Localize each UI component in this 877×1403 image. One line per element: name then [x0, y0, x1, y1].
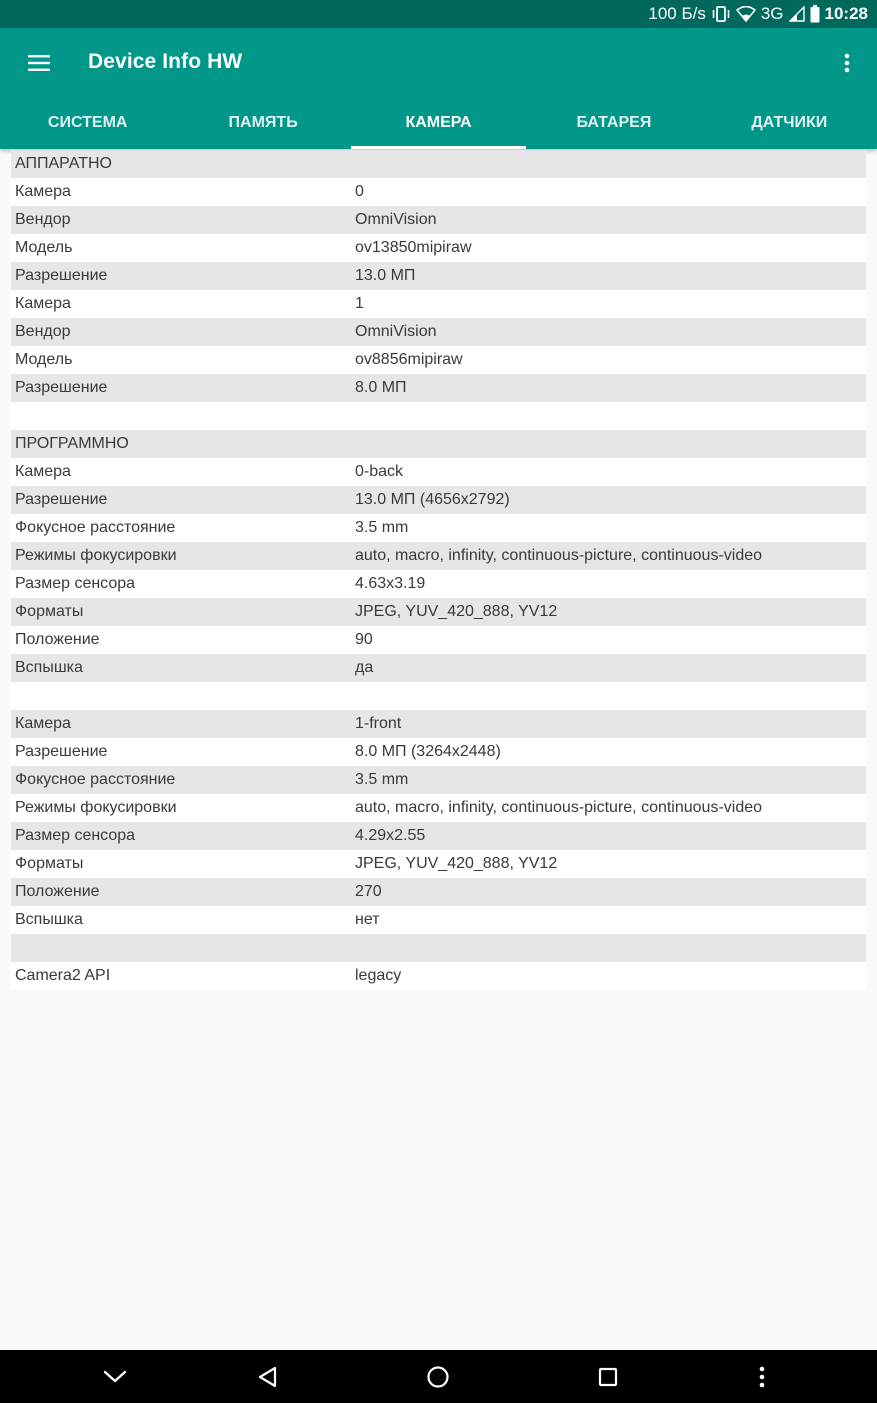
row-value: 4.63x3.19 — [355, 575, 426, 592]
row-label: Разрешение — [15, 491, 108, 508]
chevron-down-icon[interactable] — [95, 1350, 135, 1403]
table-row — [11, 458, 866, 486]
table-row — [11, 906, 866, 934]
wifi-icon — [736, 6, 756, 22]
tab-system[interactable]: СИСТЕМА — [47, 114, 128, 131]
table-row — [11, 262, 866, 290]
row-value: 0 — [355, 183, 364, 200]
row-value: JPEG, YUV_420_888, YV12 — [355, 603, 558, 620]
row-value: legacy — [355, 967, 402, 984]
app-title: Device Info HW — [88, 50, 243, 73]
vibrate-icon — [711, 6, 731, 22]
table-row — [11, 514, 866, 542]
app-bar — [0, 28, 877, 149]
spacer-row — [11, 934, 866, 962]
section-header-software — [11, 430, 866, 458]
more-vert-icon[interactable] — [837, 46, 857, 80]
hamburger-menu-icon[interactable] — [19, 46, 59, 80]
row-value: ov8856mipiraw — [355, 351, 463, 368]
row-value: 90 — [355, 631, 373, 648]
network-type: 3G — [760, 4, 784, 23]
network-speed: 100 Б/s — [648, 4, 706, 23]
row-value: OmniVision — [355, 323, 437, 340]
row-label: Режимы фокусировки — [15, 547, 177, 564]
more-vert-icon[interactable] — [750, 1350, 774, 1403]
row-label: ПРОГРАММНО — [15, 435, 129, 452]
tab-battery[interactable]: БАТАРЕЯ — [576, 114, 652, 131]
status-icons — [648, 0, 868, 28]
row-label: Фокусное расстояние — [15, 519, 176, 536]
row-value: 3.5 mm — [355, 519, 409, 536]
table-row — [11, 738, 866, 766]
row-label: Камера — [15, 715, 71, 732]
table-row — [11, 962, 866, 990]
row-value: 8.0 МП (3264x2448) — [355, 743, 501, 760]
table-row — [11, 346, 866, 374]
row-label: Разрешение — [15, 379, 108, 396]
back-icon[interactable] — [248, 1350, 288, 1403]
row-label: Вспышка — [15, 659, 83, 676]
row-label: Размер сенсора — [15, 575, 136, 592]
row-label: Камера — [15, 463, 71, 480]
table-row — [11, 206, 866, 234]
table-row — [11, 318, 866, 346]
table-row — [11, 710, 866, 738]
table-row — [11, 626, 866, 654]
table-row — [11, 850, 866, 878]
row-value: ov13850mipiraw — [355, 239, 472, 256]
row-label: Разрешение — [15, 267, 108, 284]
row-value: нет — [355, 911, 380, 928]
table-row — [11, 766, 866, 794]
camera-info-list — [11, 150, 866, 990]
table-row — [11, 794, 866, 822]
navigation-bar — [0, 1350, 877, 1403]
table-row — [11, 234, 866, 262]
row-value: 13.0 МП — [355, 267, 416, 284]
row-value: auto, macro, infinity, continuous-picture, continuous-video — [355, 547, 763, 564]
tab-bar — [0, 100, 877, 149]
table-row — [11, 654, 866, 682]
signal-icon — [789, 6, 805, 22]
row-label: Фокусное расстояние — [15, 771, 176, 788]
table-row — [11, 178, 866, 206]
row-value: 1 — [355, 295, 364, 312]
section-header-hardware — [11, 150, 866, 178]
row-label: Вендор — [15, 211, 71, 228]
table-row — [11, 822, 866, 850]
row-label: АППАРАТНО — [15, 155, 112, 172]
row-label: Размер сенсора — [15, 827, 136, 844]
table-row — [11, 374, 866, 402]
spacer-row — [11, 402, 866, 430]
row-label: Модель — [15, 239, 73, 256]
tab-sensors[interactable]: ДАТЧИКИ — [751, 114, 828, 131]
row-value: 4.29x2.55 — [355, 827, 426, 844]
table-row — [11, 290, 866, 318]
table-row — [11, 878, 866, 906]
row-label: Режимы фокусировки — [15, 799, 177, 816]
status-bar — [0, 0, 877, 28]
row-value: 8.0 МП — [355, 379, 407, 396]
table-row — [11, 598, 866, 626]
row-value: 1-front — [355, 715, 402, 732]
row-label: Camera2 API — [15, 967, 111, 984]
row-value: auto, macro, infinity, continuous-picture, continuous-video — [355, 799, 763, 816]
row-value: 3.5 mm — [355, 771, 409, 788]
tab-camera[interactable]: КАМЕРА — [351, 100, 526, 149]
tab-memory[interactable]: ПАМЯТЬ — [228, 114, 298, 131]
row-label: Форматы — [15, 855, 84, 872]
row-value: JPEG, YUV_420_888, YV12 — [355, 855, 558, 872]
table-row — [11, 570, 866, 598]
row-label: Вспышка — [15, 911, 83, 928]
row-label: Форматы — [15, 603, 84, 620]
row-value: 13.0 МП (4656x2792) — [355, 491, 510, 508]
row-label: Положение — [15, 631, 100, 648]
home-icon[interactable] — [418, 1350, 458, 1403]
spacer-row — [11, 682, 866, 710]
row-label: Камера — [15, 183, 71, 200]
row-value: да — [355, 659, 374, 676]
battery-icon — [810, 5, 820, 23]
row-label: Разрешение — [15, 743, 108, 760]
recents-icon[interactable] — [588, 1350, 628, 1403]
row-label: Положение — [15, 883, 100, 900]
row-value: 270 — [355, 883, 382, 900]
row-value: 0-back — [355, 463, 404, 480]
row-label: Камера — [15, 295, 71, 312]
row-label: Модель — [15, 351, 73, 368]
clock: 10:28 — [824, 4, 868, 23]
table-row — [11, 486, 866, 514]
table-row — [11, 542, 866, 570]
row-label: Вендор — [15, 323, 71, 340]
row-value: OmniVision — [355, 211, 437, 228]
